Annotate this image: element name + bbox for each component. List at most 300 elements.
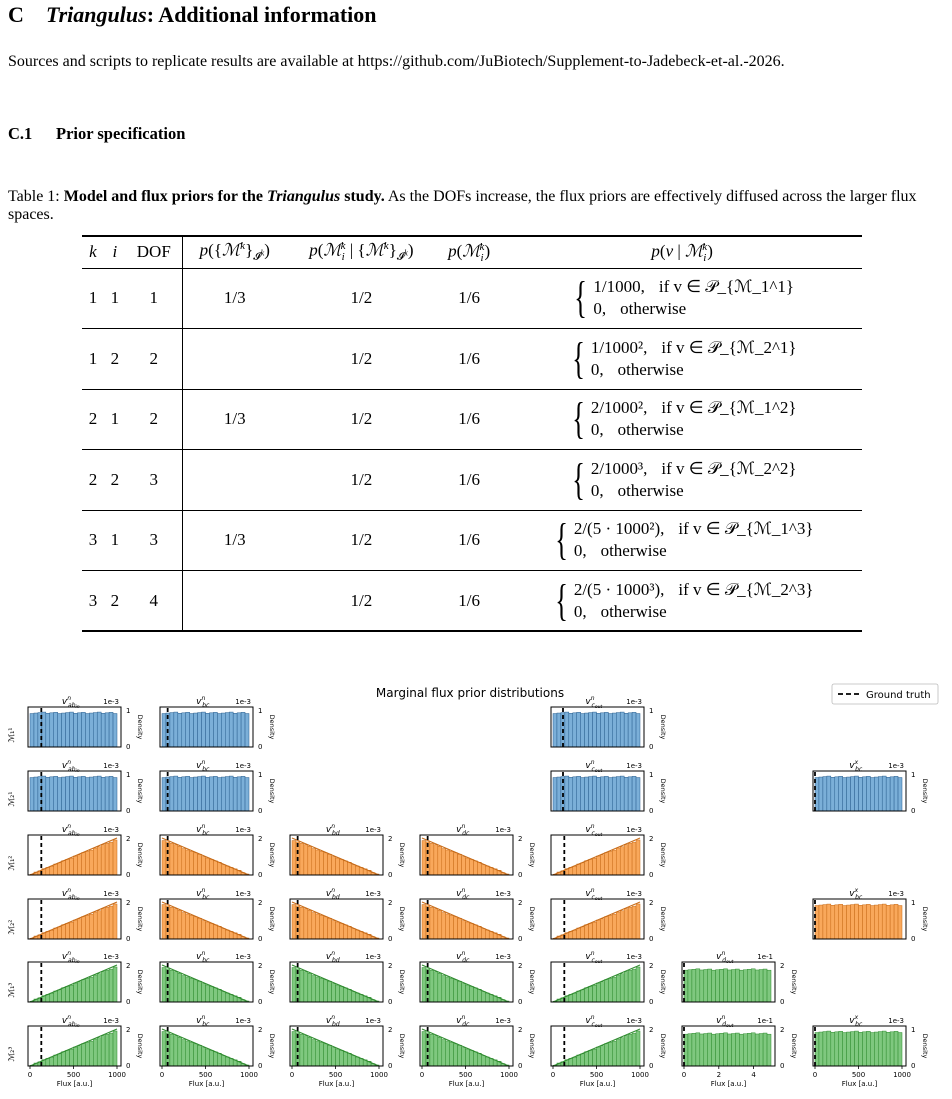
histogram-bar bbox=[597, 777, 601, 811]
histogram-bar bbox=[34, 777, 38, 811]
cell-set-prior: 1/3 bbox=[182, 510, 287, 571]
histogram-bar bbox=[819, 905, 823, 939]
histogram-bar bbox=[89, 713, 93, 747]
histogram-bar bbox=[585, 861, 589, 875]
y-tick-label: 2 bbox=[649, 835, 654, 843]
histogram-bar bbox=[70, 858, 74, 875]
marginal-prior-figure bbox=[0, 680, 952, 1099]
histogram-bar bbox=[747, 1033, 751, 1066]
histogram-panel bbox=[551, 759, 667, 815]
histogram-bar bbox=[628, 1034, 632, 1066]
table-row bbox=[82, 571, 862, 632]
histogram-bar bbox=[577, 991, 581, 1002]
histogram-panel bbox=[28, 950, 144, 1006]
x-tick-label: 4 bbox=[751, 1071, 756, 1079]
x-tick-label: 500 bbox=[589, 1071, 604, 1079]
histogram-bar bbox=[355, 993, 359, 1002]
histogram-bar bbox=[600, 1046, 604, 1066]
y-tick-label: 0 bbox=[388, 998, 393, 1006]
histogram-bar bbox=[89, 1041, 93, 1066]
exponent-label: 1e-3 bbox=[626, 953, 642, 961]
histogram-bar bbox=[336, 985, 340, 1002]
histogram-bar bbox=[624, 713, 628, 747]
case-value: 2/(5 · 1000³), bbox=[573, 579, 665, 599]
histogram-bar bbox=[206, 922, 210, 939]
histogram-bar bbox=[565, 712, 569, 747]
histogram-bar bbox=[577, 928, 581, 939]
histogram-bar bbox=[113, 904, 117, 939]
histogram-bar bbox=[70, 985, 74, 1002]
x-tick-label: 500 bbox=[458, 1071, 473, 1079]
histogram-bar bbox=[485, 930, 489, 939]
y-axis-label: Density bbox=[528, 842, 536, 868]
exponent-label: 1e-3 bbox=[495, 826, 511, 834]
case-value: 2/1000², bbox=[590, 398, 648, 418]
y-axis-label: Density bbox=[398, 842, 406, 868]
histogram-bar bbox=[81, 776, 85, 811]
histogram-bar bbox=[339, 859, 343, 875]
histogram-panel bbox=[682, 1014, 798, 1088]
histogram-bar bbox=[217, 862, 221, 875]
y-axis-label: Density bbox=[921, 1033, 929, 1059]
histogram-bar bbox=[851, 905, 855, 939]
histogram-bar bbox=[347, 989, 351, 1002]
histogram-bar bbox=[636, 904, 640, 939]
histogram-bar bbox=[593, 858, 597, 875]
caption-bold-1: Model and flux priors for the bbox=[63, 188, 268, 205]
histogram-bar bbox=[835, 905, 839, 939]
histogram-panel bbox=[160, 823, 276, 879]
histogram-bar bbox=[213, 776, 217, 811]
histogram-bar bbox=[612, 1041, 616, 1066]
histogram-bar bbox=[347, 1053, 351, 1066]
y-tick-label: 1 bbox=[258, 771, 263, 779]
left-brace: { bbox=[554, 515, 568, 565]
histogram-bar bbox=[739, 1034, 743, 1066]
histogram-bar bbox=[422, 905, 426, 939]
x-tick-label: 0 bbox=[550, 1071, 556, 1079]
histogram-bar bbox=[434, 972, 438, 1002]
histogram-bar bbox=[70, 922, 74, 939]
cell-flux-prior bbox=[502, 329, 862, 390]
y-tick-label: 0 bbox=[388, 871, 393, 879]
header-dof: DOF bbox=[126, 236, 182, 268]
histogram-bar bbox=[74, 1047, 78, 1066]
histogram-bar bbox=[696, 969, 700, 1002]
y-tick-label: 0 bbox=[258, 935, 263, 943]
histogram-panel bbox=[160, 887, 276, 943]
histogram-bar bbox=[632, 1033, 636, 1066]
histogram-bar bbox=[604, 853, 608, 875]
histogram-bar bbox=[217, 778, 221, 811]
exponent-label: 1e-3 bbox=[365, 890, 381, 898]
y-tick-label: 1 bbox=[911, 1026, 916, 1034]
histogram-bar bbox=[767, 1034, 771, 1066]
histogram-bar bbox=[573, 1057, 577, 1066]
case-value: 0, bbox=[573, 541, 587, 561]
histogram-bar bbox=[93, 912, 97, 939]
row-label: ℳ₁¹ bbox=[7, 727, 16, 743]
histogram-panel bbox=[28, 1014, 144, 1088]
y-tick-label: 2 bbox=[518, 899, 523, 907]
histogram-bar bbox=[70, 712, 74, 747]
histogram-bar bbox=[336, 858, 340, 875]
histogram-bar bbox=[878, 777, 882, 811]
histogram-bar bbox=[50, 866, 54, 875]
x-axis-label: Flux [a.u.] bbox=[579, 1080, 616, 1088]
histogram-bar bbox=[194, 1044, 198, 1066]
histogram-bar bbox=[174, 972, 178, 1002]
header-cond-prior: p(ℳ$_i^k$ | $\{ℳ^k\}_{𝓘^k}$) bbox=[287, 236, 436, 268]
y-axis-label: Density bbox=[659, 714, 667, 740]
histogram-bar bbox=[66, 859, 70, 875]
histogram-bar bbox=[862, 1032, 866, 1066]
table-header-row bbox=[82, 236, 862, 268]
exponent-label: 1e-3 bbox=[235, 826, 251, 834]
histogram-bar bbox=[202, 712, 206, 747]
histogram-bar bbox=[66, 923, 70, 939]
histogram-bar bbox=[66, 777, 70, 811]
histogram-bar bbox=[170, 907, 174, 939]
y-tick-label: 2 bbox=[388, 962, 393, 970]
x-axis-label: Flux [a.u.] bbox=[841, 1080, 878, 1088]
histogram-bar bbox=[113, 1031, 117, 1066]
histogram-bar bbox=[332, 984, 336, 1002]
histogram-bar bbox=[827, 904, 831, 939]
histogram-bar bbox=[573, 930, 577, 939]
exponent-label: 1e-3 bbox=[235, 890, 251, 898]
histogram-bar bbox=[300, 1034, 304, 1066]
x-tick-label: 0 bbox=[681, 1071, 687, 1079]
histogram-bar bbox=[636, 840, 640, 875]
histogram-bar bbox=[612, 850, 616, 875]
histogram-bar bbox=[446, 1041, 450, 1066]
cell-k: 3 bbox=[82, 571, 104, 632]
histogram-bar bbox=[628, 907, 632, 939]
case-value: 0, bbox=[590, 480, 604, 500]
histogram-bar bbox=[62, 1052, 66, 1066]
histogram-bar bbox=[339, 1050, 343, 1066]
panel-flux-label: $v^n$ bc bbox=[196, 695, 210, 709]
panel-flux-label: $v^n$ cout bbox=[585, 887, 603, 902]
histogram-bar bbox=[241, 712, 245, 747]
histogram-bar bbox=[593, 776, 597, 811]
histogram-bar bbox=[823, 777, 827, 811]
histogram-bar bbox=[620, 974, 624, 1002]
histogram-bar bbox=[206, 713, 210, 747]
histogram-bar bbox=[585, 988, 589, 1002]
histogram-bar bbox=[174, 776, 178, 811]
exponent-label: 1e-3 bbox=[103, 1017, 119, 1025]
histogram-bar bbox=[855, 904, 859, 939]
histogram-bar bbox=[553, 778, 557, 811]
histogram-bar bbox=[462, 857, 466, 875]
panel-flux-label: $v^n$ cout bbox=[585, 759, 603, 774]
panel-flux-label: $v^n$ dc bbox=[456, 823, 470, 837]
histogram-bar bbox=[170, 1034, 174, 1066]
histogram-bar bbox=[469, 986, 473, 1002]
histogram-bar bbox=[573, 777, 577, 811]
histogram-bar bbox=[304, 909, 308, 939]
histogram-bar bbox=[162, 714, 166, 747]
histogram-bar bbox=[704, 1034, 708, 1066]
histogram-bar bbox=[898, 778, 902, 811]
histogram-bar bbox=[716, 1034, 720, 1066]
x-tick-label: 1000 bbox=[240, 1071, 258, 1079]
y-tick-label: 0 bbox=[388, 935, 393, 943]
histogram-bar bbox=[328, 1045, 332, 1066]
histogram-bar bbox=[600, 982, 604, 1002]
histogram-bar bbox=[101, 972, 105, 1002]
y-tick-label: 2 bbox=[126, 899, 131, 907]
exponent-label: 1e-3 bbox=[495, 1017, 511, 1025]
cell-dof: 2 bbox=[126, 329, 182, 390]
histogram-panel bbox=[290, 950, 406, 1006]
histogram-bar bbox=[182, 976, 186, 1002]
histogram-bar bbox=[186, 977, 190, 1002]
y-tick-label: 1 bbox=[911, 899, 916, 907]
histogram-bar bbox=[328, 854, 332, 875]
histogram-bar bbox=[70, 776, 74, 811]
histogram-bar bbox=[77, 982, 81, 1002]
histogram-panel bbox=[28, 695, 144, 751]
cell-i: 1 bbox=[104, 389, 126, 450]
histogram-bar bbox=[213, 988, 217, 1002]
exponent-label: 1e-3 bbox=[103, 953, 119, 961]
histogram-bar bbox=[113, 714, 117, 747]
histogram-bar bbox=[608, 1042, 612, 1066]
histogram-panel bbox=[551, 950, 667, 1006]
histogram-bar bbox=[430, 970, 434, 1002]
y-tick-label: 2 bbox=[258, 899, 263, 907]
histogram-bar bbox=[870, 906, 874, 939]
histogram-bar bbox=[581, 927, 585, 939]
histogram-bar bbox=[93, 975, 97, 1002]
x-axis-label: Flux [a.u.] bbox=[448, 1080, 485, 1088]
histogram-bar bbox=[81, 917, 85, 939]
histogram-bar bbox=[751, 969, 755, 1002]
histogram-bar bbox=[233, 713, 237, 747]
header-k: k bbox=[82, 236, 104, 268]
histogram-bar bbox=[194, 980, 198, 1002]
exponent-label: 1e-3 bbox=[365, 826, 381, 834]
y-tick-label: 2 bbox=[649, 1026, 654, 1034]
histogram-bar bbox=[174, 1036, 178, 1066]
histogram-bar bbox=[720, 1033, 724, 1066]
histogram-bar bbox=[585, 713, 589, 747]
prior-table bbox=[82, 235, 862, 632]
histogram-bar bbox=[162, 905, 166, 939]
panel-flux-label: $v^n$ dout bbox=[716, 1014, 734, 1029]
exponent-label: 1e-3 bbox=[626, 890, 642, 898]
exponent-label: 1e-3 bbox=[495, 953, 511, 961]
histogram-bar bbox=[589, 713, 593, 747]
cell-model-prior: 1/6 bbox=[436, 571, 502, 632]
panel-flux-label: $v^n$ cout bbox=[585, 1014, 603, 1029]
y-tick-label: 0 bbox=[258, 871, 263, 879]
histogram-bar bbox=[162, 968, 166, 1002]
exponent-label: 1e-3 bbox=[888, 1017, 904, 1025]
histogram-bar bbox=[85, 714, 89, 747]
histogram-bar bbox=[434, 845, 438, 875]
panel-flux-label: $v^n$ abin bbox=[61, 1014, 80, 1029]
x-tick-label: 0 bbox=[159, 1071, 165, 1079]
y-tick-label: 1 bbox=[649, 707, 654, 715]
y-axis-label: Density bbox=[398, 906, 406, 932]
y-axis-label: Density bbox=[528, 1033, 536, 1059]
panel-flux-label: $v^n$ cout bbox=[585, 950, 603, 965]
histogram-bar bbox=[632, 776, 636, 811]
section-title-italic: Triangulus bbox=[46, 2, 147, 27]
histogram-bar bbox=[847, 1032, 851, 1066]
histogram-bar bbox=[81, 853, 85, 875]
histogram-bar bbox=[851, 777, 855, 811]
x-tick-label: 0 bbox=[812, 1071, 818, 1079]
histogram-bar bbox=[446, 850, 450, 875]
histogram-bar bbox=[77, 777, 81, 811]
histogram-bar bbox=[206, 1049, 210, 1066]
x-tick-label: 500 bbox=[851, 1071, 866, 1079]
histogram-bar bbox=[604, 980, 608, 1002]
y-axis-label: Density bbox=[659, 1033, 667, 1059]
y-axis-label: Density bbox=[136, 969, 144, 995]
case-condition: if v ∈ 𝒫_{ℳ_1^2} bbox=[661, 398, 797, 418]
histogram-bar bbox=[624, 845, 628, 875]
panel-flux-label: $v^n$ bc bbox=[196, 887, 210, 901]
y-tick-label: 0 bbox=[911, 807, 916, 815]
histogram-bar bbox=[894, 904, 898, 939]
exponent-label: 1e-3 bbox=[103, 762, 119, 770]
exponent-label: 1e-3 bbox=[235, 1017, 251, 1025]
histogram-panel bbox=[160, 695, 276, 751]
histogram-bar bbox=[688, 970, 692, 1002]
histogram-bar bbox=[573, 993, 577, 1002]
histogram-bar bbox=[597, 856, 601, 875]
histogram-panel bbox=[682, 950, 798, 1006]
histogram-bar bbox=[308, 846, 312, 875]
histogram-bar bbox=[874, 1032, 878, 1066]
y-tick-label: 0 bbox=[649, 998, 654, 1006]
histogram-bar bbox=[209, 986, 213, 1002]
histogram-bar bbox=[612, 914, 616, 939]
histogram-bar bbox=[569, 713, 573, 747]
cell-dof: 2 bbox=[126, 389, 182, 450]
histogram-bar bbox=[198, 777, 202, 811]
panel-flux-label: $v^n$ bc bbox=[196, 950, 210, 964]
histogram-bar bbox=[209, 859, 213, 875]
histogram-bar bbox=[54, 712, 58, 747]
histogram-bar bbox=[58, 778, 62, 811]
histogram-bar bbox=[831, 777, 835, 811]
histogram-bar bbox=[481, 929, 485, 939]
histogram-bar bbox=[34, 713, 38, 747]
histogram-bar bbox=[597, 983, 601, 1002]
exponent-label: 1e-3 bbox=[103, 826, 119, 834]
case-condition: otherwise bbox=[600, 541, 667, 561]
histogram-bar bbox=[700, 1034, 704, 1066]
case-value: 1/1000², bbox=[590, 337, 648, 357]
histogram-bar bbox=[755, 1034, 759, 1066]
histogram-bar bbox=[600, 919, 604, 939]
histogram-bar bbox=[77, 713, 81, 747]
left-brace: { bbox=[571, 333, 585, 383]
histogram-bar bbox=[593, 712, 597, 747]
histogram-bar bbox=[473, 1052, 477, 1066]
histogram-bar bbox=[221, 929, 225, 939]
histogram-bar bbox=[747, 969, 751, 1002]
histogram-bar bbox=[632, 969, 636, 1002]
y-axis-label: Density bbox=[268, 969, 276, 995]
y-axis-label: Density bbox=[136, 842, 144, 868]
histogram-bar bbox=[97, 847, 101, 875]
histogram-bar bbox=[74, 713, 78, 747]
histogram-bar bbox=[54, 864, 58, 875]
histogram-bar bbox=[206, 858, 210, 875]
y-tick-label: 0 bbox=[518, 871, 523, 879]
histogram-bar bbox=[577, 864, 581, 875]
cell-cond-prior: 1/2 bbox=[287, 450, 436, 511]
histogram-bar bbox=[221, 713, 225, 747]
histogram-bar bbox=[632, 712, 636, 747]
cell-dof: 4 bbox=[126, 571, 182, 632]
case-value: 0, bbox=[593, 299, 607, 319]
histogram-bar bbox=[620, 847, 624, 875]
histogram-bar bbox=[886, 777, 890, 811]
histogram-bar bbox=[328, 918, 332, 939]
left-brace: { bbox=[571, 454, 585, 504]
histogram-bar bbox=[616, 713, 620, 747]
histogram-bar bbox=[209, 777, 213, 811]
histogram-bar bbox=[763, 1033, 767, 1066]
cell-model-prior: 1/6 bbox=[436, 329, 502, 390]
histogram-bar bbox=[573, 713, 577, 747]
histogram-bar bbox=[835, 1032, 839, 1066]
histogram-bar bbox=[577, 1055, 581, 1066]
left-brace: { bbox=[574, 273, 588, 323]
y-tick-label: 2 bbox=[518, 962, 523, 970]
case-condition: otherwise bbox=[617, 359, 684, 379]
histogram-bar bbox=[89, 914, 93, 939]
histogram-bar bbox=[229, 712, 233, 747]
histogram-bar bbox=[894, 776, 898, 811]
histogram-bar bbox=[847, 777, 851, 811]
histogram-bar bbox=[97, 712, 101, 747]
histogram-bar bbox=[62, 777, 66, 811]
panel-flux-label: $v^n$ bd bbox=[325, 950, 340, 964]
histogram-bar bbox=[182, 849, 186, 875]
histogram-panel bbox=[420, 887, 536, 943]
y-axis-label: Density bbox=[398, 1033, 406, 1059]
histogram-bar bbox=[898, 906, 902, 939]
histogram-bar bbox=[89, 777, 93, 811]
histogram-bar bbox=[466, 985, 470, 1002]
histogram-bar bbox=[213, 1052, 217, 1066]
y-tick-label: 2 bbox=[518, 1026, 523, 1034]
x-tick-label: 1000 bbox=[500, 1071, 518, 1079]
histogram-bar bbox=[109, 842, 113, 875]
y-tick-label: 2 bbox=[649, 899, 654, 907]
y-axis-label: Density bbox=[268, 778, 276, 804]
histogram-bar bbox=[422, 841, 426, 875]
histogram-bar bbox=[109, 712, 113, 747]
y-tick-label: 0 bbox=[518, 935, 523, 943]
histogram-bar bbox=[454, 1044, 458, 1066]
histogram-bar bbox=[438, 846, 442, 875]
histogram-bar bbox=[581, 1054, 585, 1066]
histogram-bar bbox=[612, 977, 616, 1002]
histogram-bar bbox=[485, 993, 489, 1002]
histogram-panel bbox=[28, 887, 144, 943]
